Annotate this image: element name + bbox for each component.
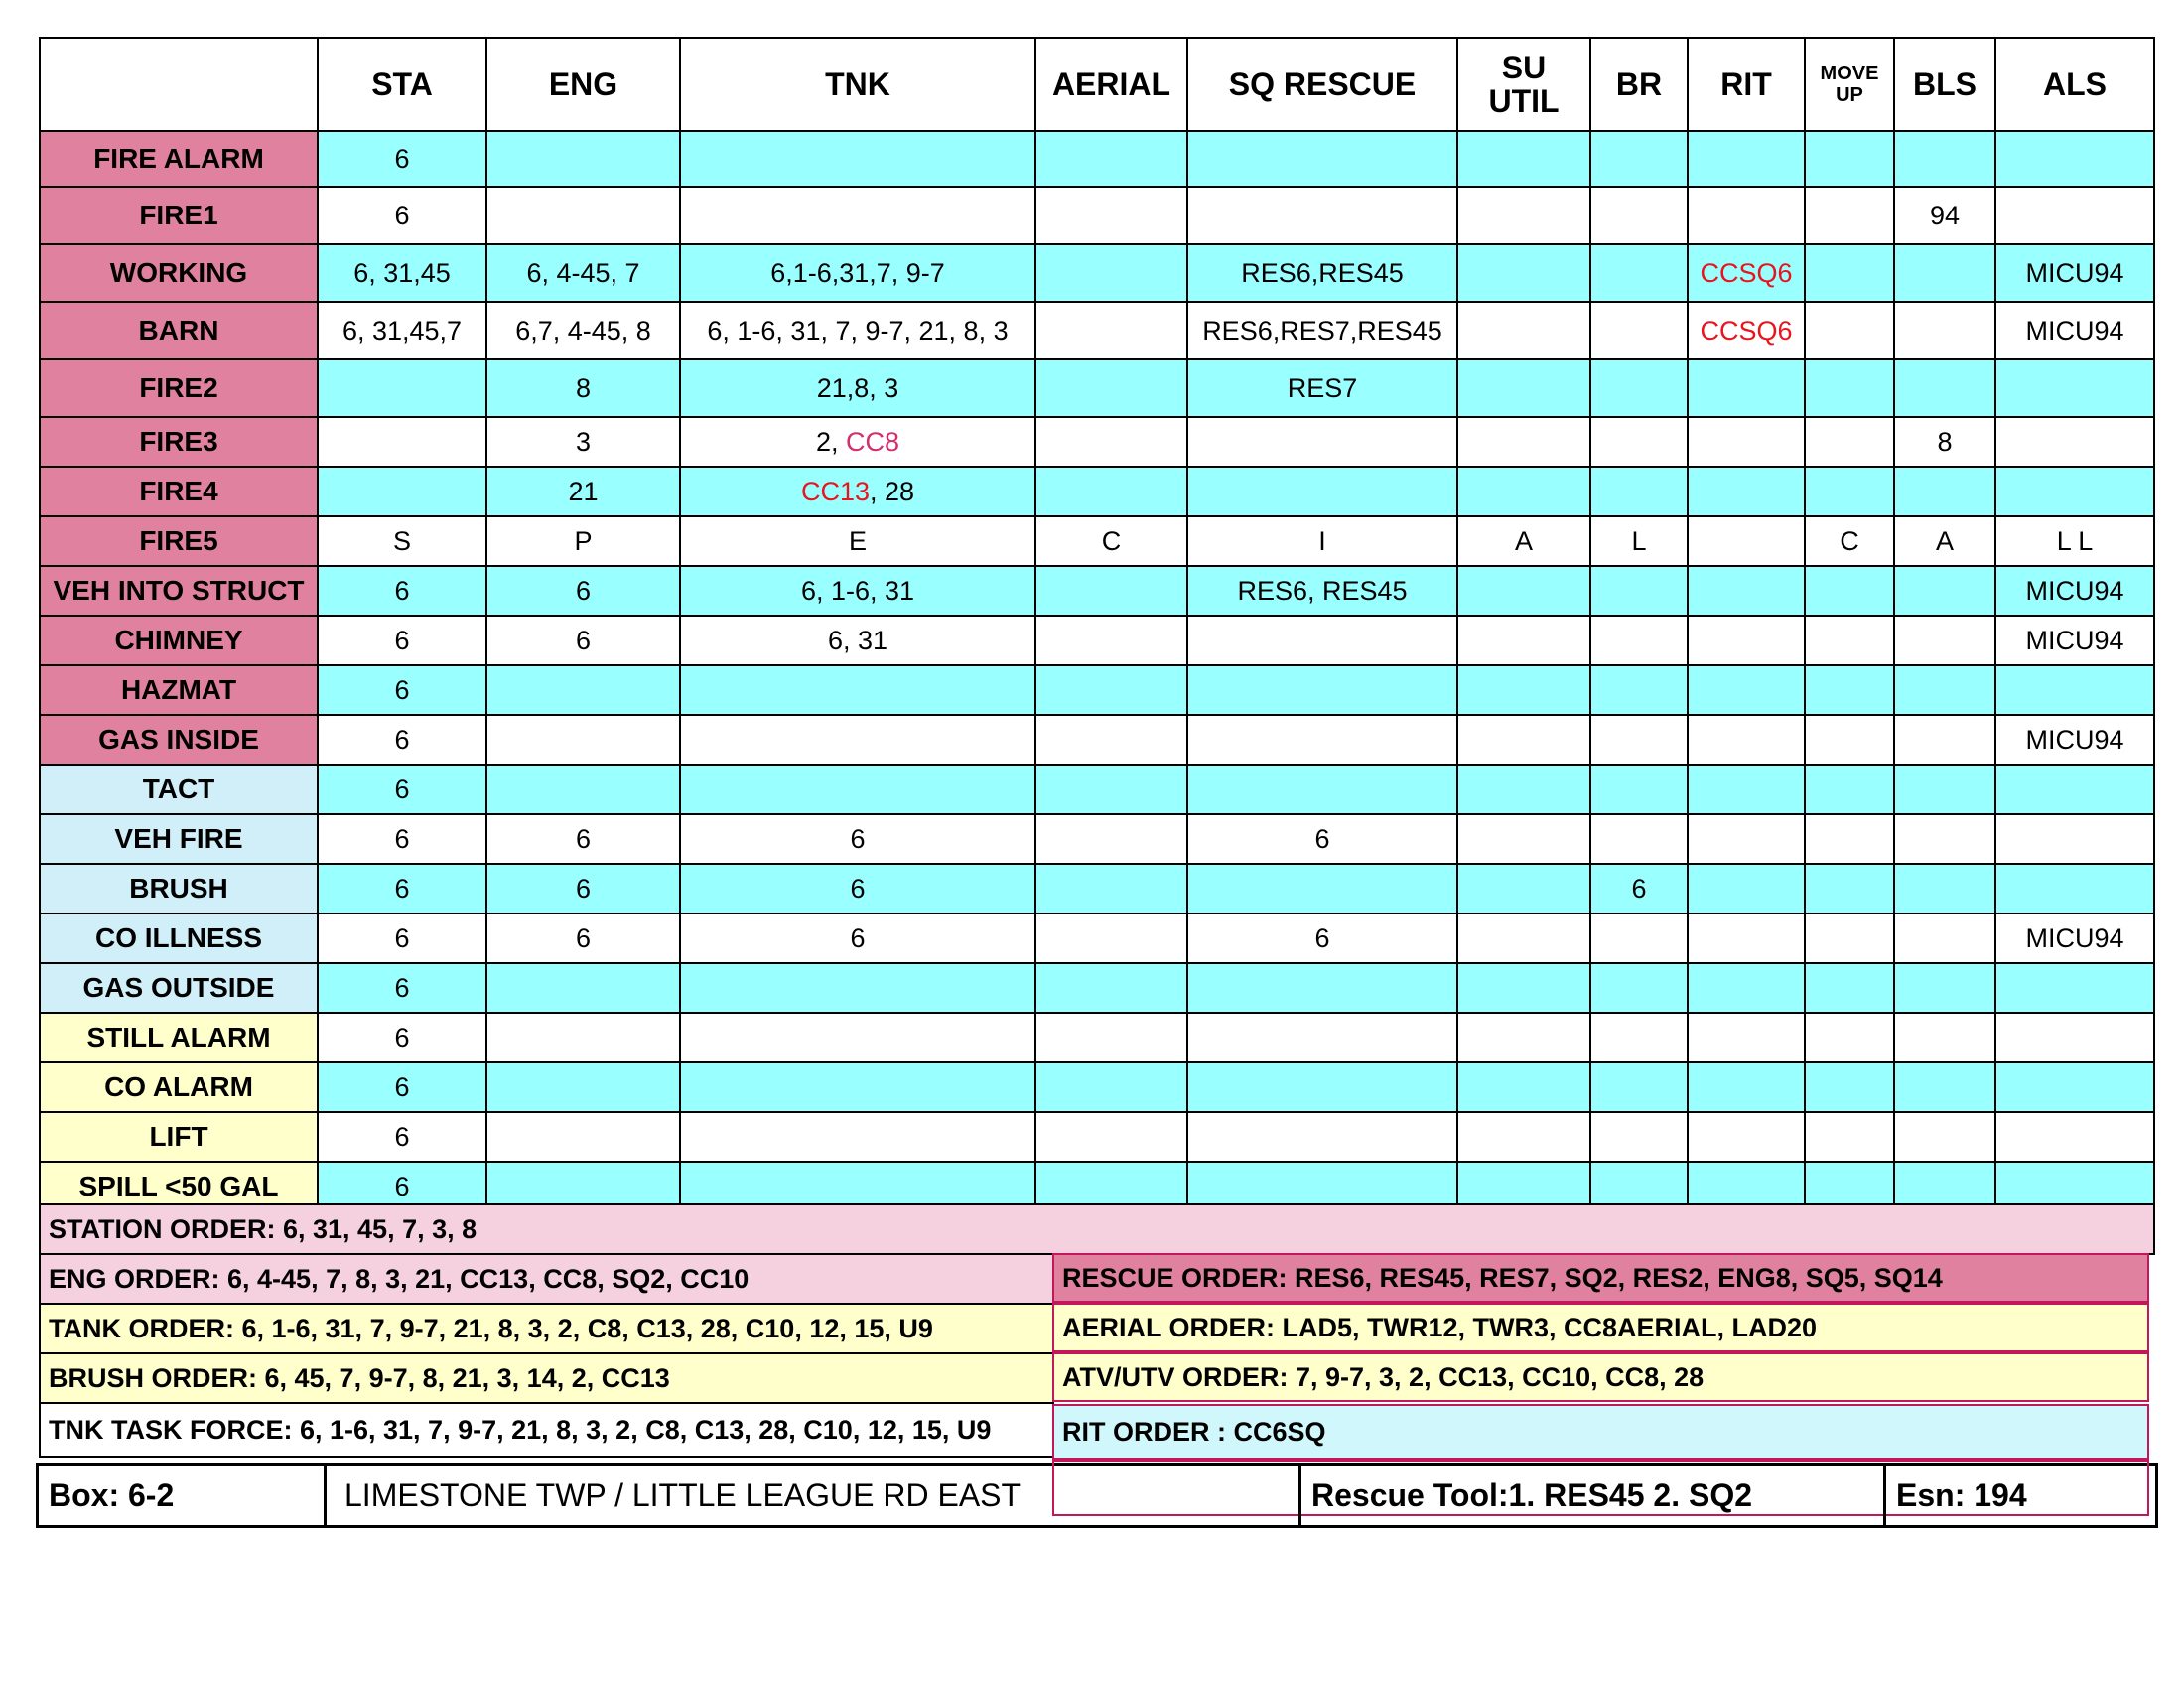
brush-order: BRUSH ORDER: 6, 45, 7, 9-7, 8, 21, 3, 14, 2, CC13 bbox=[39, 1352, 1054, 1404]
table-row bbox=[40, 765, 2154, 814]
cell-sq-rescue bbox=[1187, 187, 1457, 244]
cell-bls bbox=[1894, 864, 1995, 914]
cell-als bbox=[1995, 765, 2154, 814]
cell-als bbox=[1995, 963, 2154, 1013]
cell-als bbox=[1995, 1112, 2154, 1162]
cell-sq-rescue: RES7 bbox=[1187, 359, 1457, 417]
row-label: TACT bbox=[40, 765, 318, 814]
cell-aerial bbox=[1035, 187, 1187, 244]
cell-sq-rescue: RES6, RES45 bbox=[1187, 566, 1457, 616]
cell-tnk: 6, 1-6, 31, 7, 9-7, 21, 8, 3 bbox=[680, 302, 1035, 359]
cell-aerial bbox=[1035, 359, 1187, 417]
dispatch-grid bbox=[39, 37, 2155, 1212]
cell-su-util bbox=[1457, 359, 1590, 417]
row-label: HAZMAT bbox=[40, 665, 318, 715]
header-su-util: SU UTIL bbox=[1457, 38, 1590, 131]
cell-tnk bbox=[680, 1112, 1035, 1162]
eng-order: ENG ORDER: 6, 4-45, 7, 8, 3, 21, CC13, CC8, SQ2, CC10 bbox=[39, 1253, 1054, 1305]
cell-rit bbox=[1688, 516, 1805, 566]
cell-su-util bbox=[1457, 417, 1590, 467]
cell-sta: 6 bbox=[318, 665, 486, 715]
cell-br bbox=[1590, 244, 1688, 302]
cell-br bbox=[1590, 131, 1688, 187]
cell-highlight-text: CC8 bbox=[846, 426, 900, 457]
cell-tnk: 6 bbox=[680, 864, 1035, 914]
cell-sq-rescue bbox=[1187, 1062, 1457, 1112]
table-row bbox=[40, 1112, 2154, 1162]
cell-tnk bbox=[680, 715, 1035, 765]
cell-sq-rescue bbox=[1187, 131, 1457, 187]
cell-move-up bbox=[1805, 914, 1894, 963]
cell-sq-rescue bbox=[1187, 616, 1457, 665]
cell-br bbox=[1590, 417, 1688, 467]
cell-rit bbox=[1688, 665, 1805, 715]
cell-br bbox=[1590, 1062, 1688, 1112]
row-label: FIRE5 bbox=[40, 516, 318, 566]
cell-bls bbox=[1894, 467, 1995, 516]
cell-rit bbox=[1688, 963, 1805, 1013]
cell-eng: 8 bbox=[486, 359, 680, 417]
cell-als bbox=[1995, 665, 2154, 715]
cell-als: MICU94 bbox=[1995, 302, 2154, 359]
cell-rit bbox=[1688, 765, 1805, 814]
cell-aerial bbox=[1035, 566, 1187, 616]
cell-rit bbox=[1688, 814, 1805, 864]
cell-rit: CCSQ6 bbox=[1688, 244, 1805, 302]
cell-bls bbox=[1894, 616, 1995, 665]
cell-su-util bbox=[1457, 131, 1590, 187]
cell-bls bbox=[1894, 359, 1995, 417]
cell-aerial bbox=[1035, 814, 1187, 864]
table-row bbox=[40, 665, 2154, 715]
cell-rit bbox=[1688, 467, 1805, 516]
table-row bbox=[40, 566, 2154, 616]
row-label: CO ALARM bbox=[40, 1062, 318, 1112]
cell-als bbox=[1995, 1062, 2154, 1112]
cell-eng: 6 bbox=[486, 616, 680, 665]
cell-move-up bbox=[1805, 715, 1894, 765]
row-label: LIFT bbox=[40, 1112, 318, 1162]
cell-su-util bbox=[1457, 302, 1590, 359]
cell-tnk: 6, 1-6, 31 bbox=[680, 566, 1035, 616]
table-row bbox=[40, 814, 2154, 864]
atv-utv-order: ATV/UTV ORDER: 7, 9-7, 3, 2, CC13, CC10, CC8, 28 bbox=[1052, 1352, 2149, 1402]
rescue-order: RESCUE ORDER: RES6, RES45, RES7, SQ2, RES2, ENG8, SQ5, SQ14 bbox=[1052, 1253, 2149, 1303]
cell-sta: 6 bbox=[318, 566, 486, 616]
cell-move-up bbox=[1805, 1062, 1894, 1112]
header-move-up: MOVE UP bbox=[1805, 38, 1894, 131]
cell-sq-rescue: RES6,RES45 bbox=[1187, 244, 1457, 302]
cell-br bbox=[1590, 715, 1688, 765]
cell-text: , 28 bbox=[869, 476, 915, 506]
header-br: BR bbox=[1590, 38, 1688, 131]
row-label: VEH INTO STRUCT bbox=[40, 566, 318, 616]
cell-bls bbox=[1894, 244, 1995, 302]
cell-bls bbox=[1894, 1062, 1995, 1112]
cell-move-up bbox=[1805, 1013, 1894, 1062]
cell-bls bbox=[1894, 665, 1995, 715]
cell-tnk bbox=[680, 187, 1035, 244]
cell-sta bbox=[318, 359, 486, 417]
cell-su-util bbox=[1457, 715, 1590, 765]
cell-eng: 6,7, 4-45, 8 bbox=[486, 302, 680, 359]
cell-bls bbox=[1894, 715, 1995, 765]
row-label: GAS INSIDE bbox=[40, 715, 318, 765]
cell-sq-rescue: RES6,RES7,RES45 bbox=[1187, 302, 1457, 359]
cell-bls bbox=[1894, 1112, 1995, 1162]
cell-eng bbox=[486, 1112, 680, 1162]
header-bls: BLS bbox=[1894, 38, 1995, 131]
cell-sta: S bbox=[318, 516, 486, 566]
table-row bbox=[40, 864, 2154, 914]
cell-eng bbox=[486, 765, 680, 814]
cell-eng: 6 bbox=[486, 864, 680, 914]
cell-bls: 94 bbox=[1894, 187, 1995, 244]
box-number: Box: 6-2 bbox=[39, 1466, 327, 1525]
cell-tnk bbox=[680, 765, 1035, 814]
table-row bbox=[40, 963, 2154, 1013]
table-row bbox=[40, 417, 2154, 467]
cell-tnk: 21,8, 3 bbox=[680, 359, 1035, 417]
cell-tnk bbox=[680, 1013, 1035, 1062]
tnk-task-force-order: TNK TASK FORCE: 6, 1-6, 31, 7, 9-7, 21, 8, 3, 2, C8, C13, 28, C10, 12, 15, U9 bbox=[39, 1402, 1054, 1458]
cell-br bbox=[1590, 814, 1688, 864]
cell-su-util bbox=[1457, 1112, 1590, 1162]
cell-tnk: E bbox=[680, 516, 1035, 566]
cell-su-util bbox=[1457, 765, 1590, 814]
cell-sta: 6 bbox=[318, 187, 486, 244]
cell-br: L bbox=[1590, 516, 1688, 566]
cell-sq-rescue bbox=[1187, 1013, 1457, 1062]
cell-als bbox=[1995, 467, 2154, 516]
cell-sta: 6 bbox=[318, 1062, 486, 1112]
cell-sta: 6 bbox=[318, 1162, 486, 1211]
cell-eng: P bbox=[486, 516, 680, 566]
cell-aerial bbox=[1035, 244, 1187, 302]
cell-move-up bbox=[1805, 187, 1894, 244]
row-label: SPILL <50 GAL bbox=[40, 1162, 318, 1211]
cell-eng: 3 bbox=[486, 417, 680, 467]
row-label: WORKING bbox=[40, 244, 318, 302]
cell-sta bbox=[318, 417, 486, 467]
cell-rit bbox=[1688, 566, 1805, 616]
cell-highlight-text: CC13 bbox=[800, 476, 870, 506]
row-label: FIRE2 bbox=[40, 359, 318, 417]
cell-su-util bbox=[1457, 864, 1590, 914]
cell-tnk: 6 bbox=[680, 914, 1035, 963]
grid-body bbox=[40, 131, 2154, 1211]
cell-bls bbox=[1894, 765, 1995, 814]
box-location: LIMESTONE TWP / LITTLE LEAGUE RD EAST bbox=[344, 1477, 1022, 1513]
cell-su-util bbox=[1457, 963, 1590, 1013]
cell-aerial bbox=[1035, 914, 1187, 963]
header-rit: RIT bbox=[1688, 38, 1805, 131]
table-row bbox=[40, 302, 2154, 359]
cell-rit bbox=[1688, 864, 1805, 914]
cell-bls bbox=[1894, 566, 1995, 616]
table-row bbox=[40, 914, 2154, 963]
cell-su-util bbox=[1457, 244, 1590, 302]
cell-move-up bbox=[1805, 302, 1894, 359]
header-corner bbox=[40, 38, 318, 131]
cell-sq-rescue bbox=[1187, 1112, 1457, 1162]
rescue-tool: Rescue Tool:1. RES45 2. SQ2 bbox=[1298, 1466, 1886, 1525]
cell-eng: 21 bbox=[486, 467, 680, 516]
cell-move-up bbox=[1805, 566, 1894, 616]
cell-bls bbox=[1894, 963, 1995, 1013]
cell-bls: 8 bbox=[1894, 417, 1995, 467]
table-row bbox=[40, 131, 2154, 187]
cell-su-util bbox=[1457, 1062, 1590, 1112]
cell-tnk bbox=[680, 1062, 1035, 1112]
row-label: BRUSH bbox=[40, 864, 318, 914]
cell-sq-rescue: 6 bbox=[1187, 914, 1457, 963]
cell-als bbox=[1995, 814, 2154, 864]
cell-als bbox=[1995, 864, 2154, 914]
cell-br bbox=[1590, 566, 1688, 616]
header-eng: ENG bbox=[486, 38, 680, 131]
cell-eng bbox=[486, 715, 680, 765]
esn: Esn: 194 bbox=[1896, 1477, 2027, 1513]
cell-rit bbox=[1688, 616, 1805, 665]
cell-aerial bbox=[1035, 963, 1187, 1013]
header-als: ALS bbox=[1995, 38, 2154, 131]
cell-move-up bbox=[1805, 814, 1894, 864]
cell-su-util bbox=[1457, 814, 1590, 864]
cell-aerial bbox=[1035, 1062, 1187, 1112]
cell-br bbox=[1590, 359, 1688, 417]
cell-sta: 6 bbox=[318, 1112, 486, 1162]
cell-sta: 6 bbox=[318, 765, 486, 814]
cell-move-up bbox=[1805, 963, 1894, 1013]
cell-rit bbox=[1688, 417, 1805, 467]
cell-br bbox=[1590, 963, 1688, 1013]
header-aerial: AERIAL bbox=[1035, 38, 1187, 131]
table-row bbox=[40, 359, 2154, 417]
table-row bbox=[40, 467, 2154, 516]
cell-aerial bbox=[1035, 616, 1187, 665]
cell-sta bbox=[318, 467, 486, 516]
cell-su-util bbox=[1457, 665, 1590, 715]
cell-move-up bbox=[1805, 467, 1894, 516]
row-label: FIRE ALARM bbox=[40, 131, 318, 187]
cell-als bbox=[1995, 417, 2154, 467]
row-label: BARN bbox=[40, 302, 318, 359]
cell-tnk bbox=[680, 963, 1035, 1013]
cell-sq-rescue: I bbox=[1187, 516, 1457, 566]
cell-eng: 6 bbox=[486, 914, 680, 963]
cell-eng bbox=[486, 1013, 680, 1062]
cell-eng bbox=[486, 187, 680, 244]
cell-br bbox=[1590, 765, 1688, 814]
cell-br bbox=[1590, 1112, 1688, 1162]
cell-move-up bbox=[1805, 1112, 1894, 1162]
cell-move-up bbox=[1805, 765, 1894, 814]
station-order: STATION ORDER: 6, 31, 45, 7, 3, 8 bbox=[39, 1203, 2155, 1255]
cell-rit bbox=[1688, 1013, 1805, 1062]
cell-als: MICU94 bbox=[1995, 244, 2154, 302]
row-label: STILL ALARM bbox=[40, 1013, 318, 1062]
cell-move-up bbox=[1805, 864, 1894, 914]
cell-move-up bbox=[1805, 616, 1894, 665]
cell-move-up bbox=[1805, 359, 1894, 417]
table-row bbox=[40, 616, 2154, 665]
cell-aerial bbox=[1035, 467, 1187, 516]
cell-move-up bbox=[1805, 665, 1894, 715]
cell-bls bbox=[1894, 914, 1995, 963]
cell-br bbox=[1590, 914, 1688, 963]
cell-bls bbox=[1894, 302, 1995, 359]
cell-aerial bbox=[1035, 715, 1187, 765]
row-label: GAS OUTSIDE bbox=[40, 963, 318, 1013]
cell-aerial bbox=[1035, 131, 1187, 187]
cell-sq-rescue bbox=[1187, 864, 1457, 914]
cell-move-up: C bbox=[1805, 516, 1894, 566]
cell-eng bbox=[486, 1062, 680, 1112]
cell-rit bbox=[1688, 715, 1805, 765]
cell-eng bbox=[486, 963, 680, 1013]
cell-move-up bbox=[1805, 244, 1894, 302]
cell-sta: 6 bbox=[318, 814, 486, 864]
table-row bbox=[40, 244, 2154, 302]
cell-sq-rescue bbox=[1187, 665, 1457, 715]
cell-bls bbox=[1894, 814, 1995, 864]
cell-tnk bbox=[680, 131, 1035, 187]
cell-su-util bbox=[1457, 616, 1590, 665]
cell-sta: 6 bbox=[318, 864, 486, 914]
cell-sta: 6, 31,45,7 bbox=[318, 302, 486, 359]
cell-tnk: 6, 31 bbox=[680, 616, 1035, 665]
row-label: FIRE4 bbox=[40, 467, 318, 516]
aerial-order: AERIAL ORDER: LAD5, TWR12, TWR3, CC8AERIAL, LAD20 bbox=[1052, 1303, 2149, 1352]
cell-tnk bbox=[680, 417, 1035, 467]
cell-br bbox=[1590, 302, 1688, 359]
cell-sta: 6 bbox=[318, 131, 486, 187]
header-sta: STA bbox=[318, 38, 486, 131]
header-sq-rescue: SQ RESCUE bbox=[1187, 38, 1457, 131]
cell-aerial bbox=[1035, 665, 1187, 715]
cell-sq-rescue bbox=[1187, 715, 1457, 765]
cell-sq-rescue bbox=[1187, 417, 1457, 467]
cell-aerial: C bbox=[1035, 516, 1187, 566]
cell-als bbox=[1995, 1013, 2154, 1062]
cell-su-util bbox=[1457, 566, 1590, 616]
cell-sta: 6 bbox=[318, 616, 486, 665]
cell-aerial bbox=[1035, 864, 1187, 914]
cell-br bbox=[1590, 467, 1688, 516]
cell-br bbox=[1590, 665, 1688, 715]
cell-sq-rescue bbox=[1187, 467, 1457, 516]
cell-rit bbox=[1688, 187, 1805, 244]
row-label: VEH FIRE bbox=[40, 814, 318, 864]
cell-su-util: A bbox=[1457, 516, 1590, 566]
cell-br bbox=[1590, 1013, 1688, 1062]
cell-tnk bbox=[680, 665, 1035, 715]
cell-tnk: 6 bbox=[680, 814, 1035, 864]
table-row bbox=[40, 187, 2154, 244]
cell-rit bbox=[1688, 1112, 1805, 1162]
tank-order: TANK ORDER: 6, 1-6, 31, 7, 9-7, 21, 8, 3, 2, C8, C13, 28, C10, 12, 15, U9 bbox=[39, 1303, 1054, 1354]
cell-aerial bbox=[1035, 1013, 1187, 1062]
cell-sq-rescue bbox=[1187, 963, 1457, 1013]
cell-als bbox=[1995, 187, 2154, 244]
table-row bbox=[40, 715, 2154, 765]
cell-move-up bbox=[1805, 131, 1894, 187]
cell-br bbox=[1590, 187, 1688, 244]
cell-als: L L bbox=[1995, 516, 2154, 566]
table-row bbox=[40, 1062, 2154, 1112]
cell-br: 6 bbox=[1590, 864, 1688, 914]
cell-su-util bbox=[1457, 187, 1590, 244]
table-row bbox=[40, 516, 2154, 566]
cell-tnk: 6,1-6,31,7, 9-7 bbox=[680, 244, 1035, 302]
row-label: CO ILLNESS bbox=[40, 914, 318, 963]
cell-bls: A bbox=[1894, 516, 1995, 566]
cell-move-up bbox=[1805, 417, 1894, 467]
cell-sta: 6 bbox=[318, 914, 486, 963]
row-label: FIRE1 bbox=[40, 187, 318, 244]
cell-eng bbox=[486, 665, 680, 715]
cell-rit: CCSQ6 bbox=[1688, 302, 1805, 359]
cell-als: MICU94 bbox=[1995, 914, 2154, 963]
cell-sta: 6 bbox=[318, 963, 486, 1013]
cell-tnk bbox=[680, 467, 1035, 516]
cell-sq-rescue bbox=[1187, 765, 1457, 814]
cell-bls bbox=[1894, 1013, 1995, 1062]
cell-als: MICU94 bbox=[1995, 715, 2154, 765]
cell-eng bbox=[486, 131, 680, 187]
header-row bbox=[40, 38, 2154, 131]
cell-als bbox=[1995, 131, 2154, 187]
cell-aerial bbox=[1035, 417, 1187, 467]
rit-order: RIT ORDER : CC6SQ bbox=[1052, 1404, 2149, 1460]
cell-eng: 6 bbox=[486, 566, 680, 616]
cell-eng: 6 bbox=[486, 814, 680, 864]
header-tnk: TNK bbox=[680, 38, 1035, 131]
cell-sta: 6, 31,45 bbox=[318, 244, 486, 302]
row-label: FIRE3 bbox=[40, 417, 318, 467]
cell-als bbox=[1995, 359, 2154, 417]
cell-sta: 6 bbox=[318, 1013, 486, 1062]
row-label: CHIMNEY bbox=[40, 616, 318, 665]
cell-rit bbox=[1688, 359, 1805, 417]
cell-aerial bbox=[1035, 302, 1187, 359]
cell-rit bbox=[1688, 131, 1805, 187]
cell-text: 2, bbox=[815, 426, 846, 457]
cell-eng: 6, 4-45, 7 bbox=[486, 244, 680, 302]
cell-aerial bbox=[1035, 765, 1187, 814]
cell-sq-rescue: 6 bbox=[1187, 814, 1457, 864]
cell-su-util bbox=[1457, 914, 1590, 963]
cell-rit bbox=[1688, 914, 1805, 963]
cell-aerial bbox=[1035, 1112, 1187, 1162]
cell-als: MICU94 bbox=[1995, 566, 2154, 616]
cell-bls bbox=[1894, 131, 1995, 187]
cell-br bbox=[1590, 616, 1688, 665]
table-row bbox=[40, 1013, 2154, 1062]
cell-rit bbox=[1688, 1062, 1805, 1112]
cell-su-util bbox=[1457, 1013, 1590, 1062]
cell-als: MICU94 bbox=[1995, 616, 2154, 665]
cell-su-util bbox=[1457, 467, 1590, 516]
cell-sta: 6 bbox=[318, 715, 486, 765]
